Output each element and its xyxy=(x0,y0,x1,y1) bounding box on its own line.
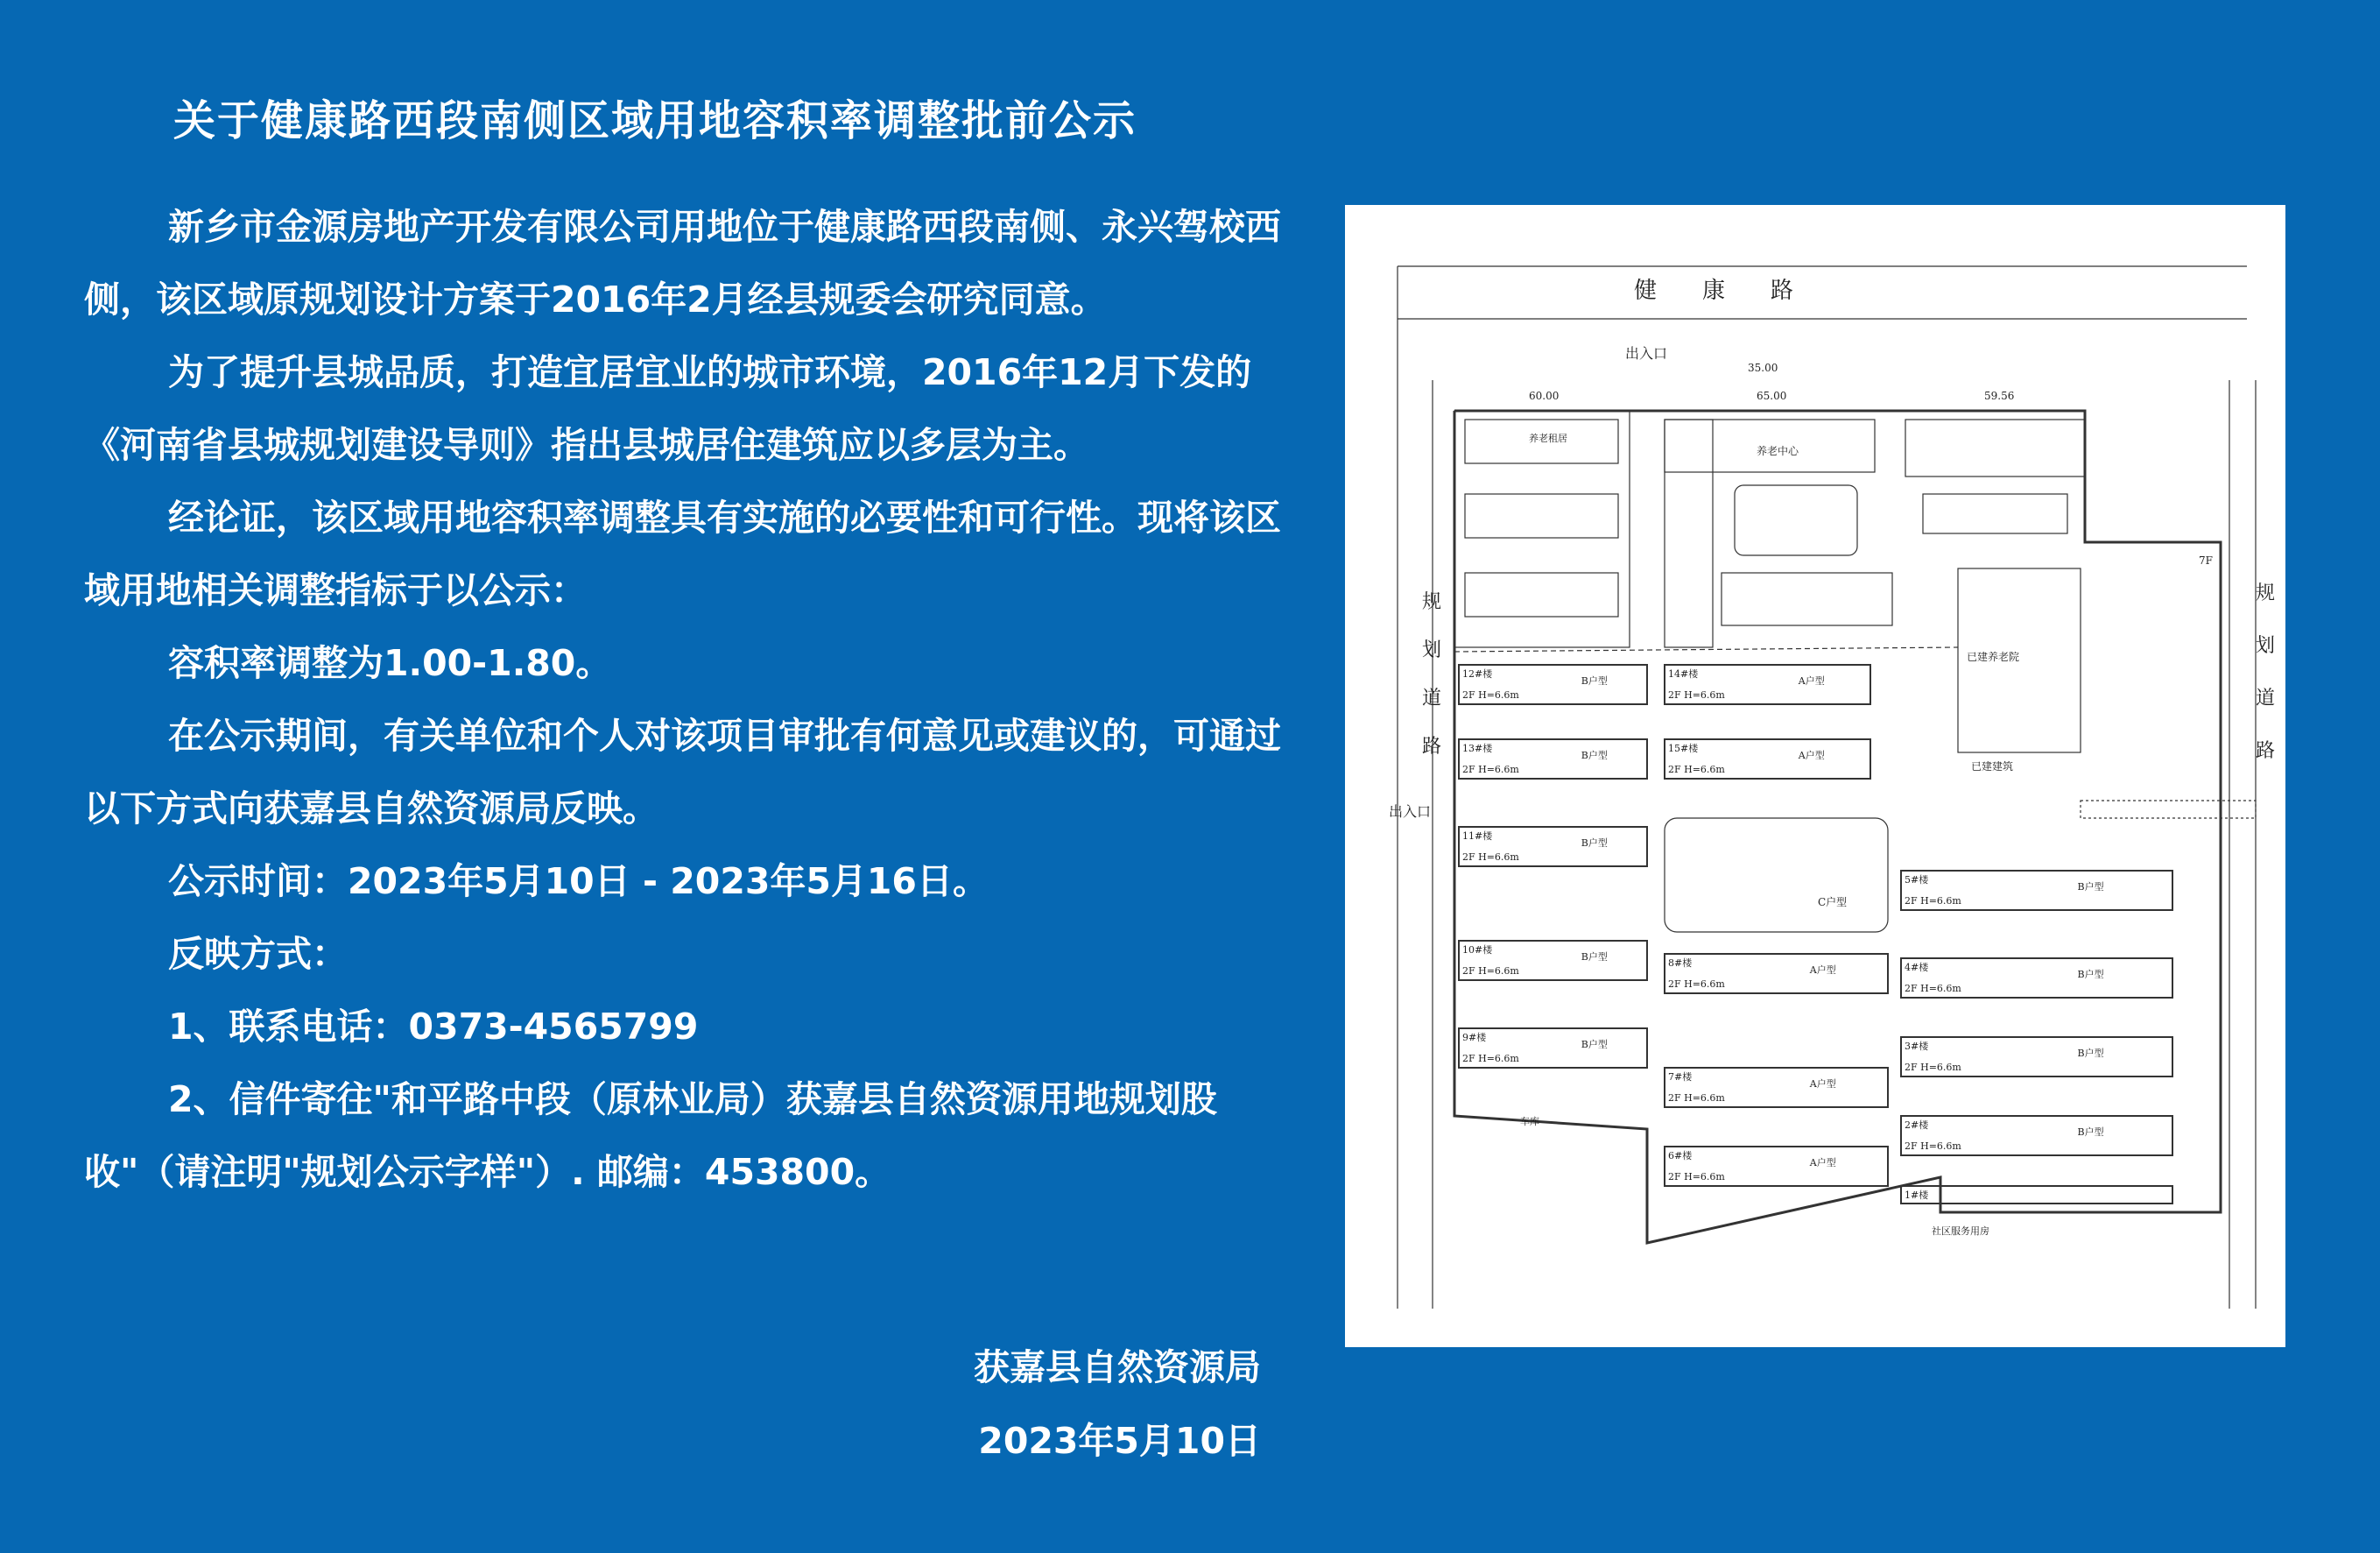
side-road-labels xyxy=(1422,582,2275,762)
road-west-char: 道 xyxy=(1422,688,1442,709)
height-tag: 2F H=6.6m xyxy=(1668,764,1725,775)
building-tag: 14#楼 xyxy=(1668,668,1699,680)
dim-setback: 35.00 xyxy=(1748,362,1778,374)
unit-type-label: B户型 xyxy=(1581,675,1608,687)
unit-type-label: B户型 xyxy=(1581,750,1608,761)
height-tag: 2F H=6.6m xyxy=(1462,965,1519,977)
road-east-char: 道 xyxy=(2256,688,2276,709)
garage-label: 车库 xyxy=(1520,1116,1539,1127)
unit-type-label: B户型 xyxy=(2077,1126,2104,1138)
paragraph-feedback: 在公示期间，有关单位和个人对该项目审批有何意见或建议的，可通过以下方式向获嘉县自然资源局反映。 xyxy=(84,715,1281,829)
elder-homes-row-2 xyxy=(1465,494,1618,538)
height-tag: 2F H=6.6m xyxy=(1462,851,1519,863)
tall-tag: 7F xyxy=(2199,554,2213,567)
elder-center-label: 养老中心 xyxy=(1757,445,1799,457)
road-west-char: 规 xyxy=(1422,591,1442,613)
existing-label: 已建养老院 xyxy=(1967,651,2020,663)
notice-period: 公示时间：2023年5月10日 - 2023年5月16日。 xyxy=(168,860,989,902)
signature-org: 获嘉县自然资源局 xyxy=(974,1346,1261,1388)
road-north-label: 健 康 路 xyxy=(1634,278,1794,304)
road-east-char: 路 xyxy=(2256,740,2276,762)
service-label: 社区服务用房 xyxy=(1932,1225,1989,1237)
elder-center-west xyxy=(1665,420,1713,647)
height-tag: 2F H=6.6m xyxy=(1668,978,1725,990)
building-labels xyxy=(1462,667,2104,1201)
courtyard-garden xyxy=(1735,485,1857,555)
building-tag: 4#楼 xyxy=(1905,962,1929,973)
building-tag: 2#楼 xyxy=(1905,1119,1929,1131)
internal-road xyxy=(1454,647,1958,652)
far-adjustment: 容积率调整为1.00-1.80。 xyxy=(168,642,612,684)
elder-homes-block xyxy=(1454,411,1630,647)
building-tag: 8#楼 xyxy=(1668,957,1693,969)
unit-type-label: A户型 xyxy=(1809,1078,1836,1090)
building-tag: 12#楼 xyxy=(1462,668,1493,680)
notice-title: 关于健康路西段南侧区域用地容积率调整批前公示 xyxy=(173,96,1137,145)
existing-b-label: 已建建筑 xyxy=(1971,760,2014,773)
paragraph-conclusion: 经论证，该区域用地容积率调整具有实施的必要性和可行性。现将该区域用地相关调整指标于以公示： xyxy=(84,497,1281,611)
signature-date: 2023年5月10日 xyxy=(978,1420,1261,1462)
height-tag: 2F H=6.6m xyxy=(1905,1140,1961,1152)
central-garden xyxy=(1665,818,1888,932)
elder-homes-row-3 xyxy=(1465,573,1618,617)
height-tag: 2F H=6.6m xyxy=(1905,1062,1961,1073)
height-tag: 2F H=6.6m xyxy=(1462,689,1519,701)
height-tag: 2F H=6.6m xyxy=(1668,1092,1725,1104)
height-tag: 2F H=6.6m xyxy=(1668,1171,1725,1182)
c-type-label: C户型 xyxy=(1818,896,1848,908)
unit-type-label: B户型 xyxy=(1581,1039,1608,1050)
unit-type-label: B户型 xyxy=(1581,837,1608,849)
road-west-char: 划 xyxy=(1422,639,1442,661)
entrance-north-label: 出入口 xyxy=(1625,345,1668,362)
entrance-west-label: 出入口 xyxy=(1389,803,1432,820)
elder-center-east xyxy=(1905,420,2085,476)
site-plan-drawing xyxy=(1345,205,2285,1347)
unit-type-label: A户型 xyxy=(1809,1157,1836,1168)
method-mail: 2、信件寄往"和平路中段（原林业局）获嘉县自然资源用地规划股收"（请注明"规划公示字样"）. 邮编：453800。 xyxy=(84,1078,1217,1193)
building-tag: 15#楼 xyxy=(1668,743,1699,754)
unit-type-label: A户型 xyxy=(1809,964,1836,976)
unit-type-label: B户型 xyxy=(1581,951,1608,963)
paragraph-reason: 为了提升县城品质，打造宜居宜业的城市环境，2016年12月下发的《河南省县城规划建设导则》指出县城居住建筑应以多层为主。 xyxy=(84,351,1252,466)
building-tag: 9#楼 xyxy=(1462,1032,1487,1043)
elder-center-south xyxy=(1722,573,1892,625)
paragraph-background: 新乡市金源房地产开发有限公司用地位于健康路西段南侧、永兴驾校西侧，该区域原规划设计方案于2016年2月经县规委会研究同意。 xyxy=(84,206,1281,321)
building-tag: 5#楼 xyxy=(1905,874,1929,886)
unit-type-label: A户型 xyxy=(1798,675,1825,687)
height-tag: 2F H=6.6m xyxy=(1462,1053,1519,1064)
site-plan xyxy=(1345,205,2285,1347)
height-tag: 2F H=6.6m xyxy=(1668,689,1725,701)
unit-type-label: B户型 xyxy=(2077,881,2104,893)
building-tag: 1#楼 xyxy=(1905,1189,1929,1201)
dim-middle: 65.00 xyxy=(1757,390,1787,402)
dim-west: 60.00 xyxy=(1529,390,1560,402)
method-heading: 反映方式： xyxy=(168,933,348,975)
unit-type-label: B户型 xyxy=(2077,969,2104,980)
building-tag: 10#楼 xyxy=(1462,944,1493,956)
road-east-char: 规 xyxy=(2256,582,2276,604)
height-tag: 2F H=6.6m xyxy=(1905,895,1961,907)
height-tag: 2F H=6.6m xyxy=(1462,764,1519,775)
notice-body xyxy=(84,191,1284,1209)
building-tag: 13#楼 xyxy=(1462,743,1493,754)
elder-center-east-2 xyxy=(1923,494,2067,533)
dim-east: 59.56 xyxy=(1984,390,2015,402)
road-west-char: 路 xyxy=(1422,736,1442,758)
building-tag: 7#楼 xyxy=(1668,1071,1693,1083)
building-tag: 11#楼 xyxy=(1462,830,1493,842)
building-tag: 6#楼 xyxy=(1668,1150,1693,1161)
road-east-char: 划 xyxy=(2256,635,2276,657)
building-tag: 3#楼 xyxy=(1905,1041,1929,1052)
unit-type-label: B户型 xyxy=(2077,1048,2104,1059)
height-tag: 2F H=6.6m xyxy=(1905,983,1961,994)
elder-homes-label: 养老租居 xyxy=(1529,433,1567,444)
unit-type-label: A户型 xyxy=(1798,750,1825,761)
method-phone: 1、联系电话：0373-4565799 xyxy=(168,1006,699,1048)
